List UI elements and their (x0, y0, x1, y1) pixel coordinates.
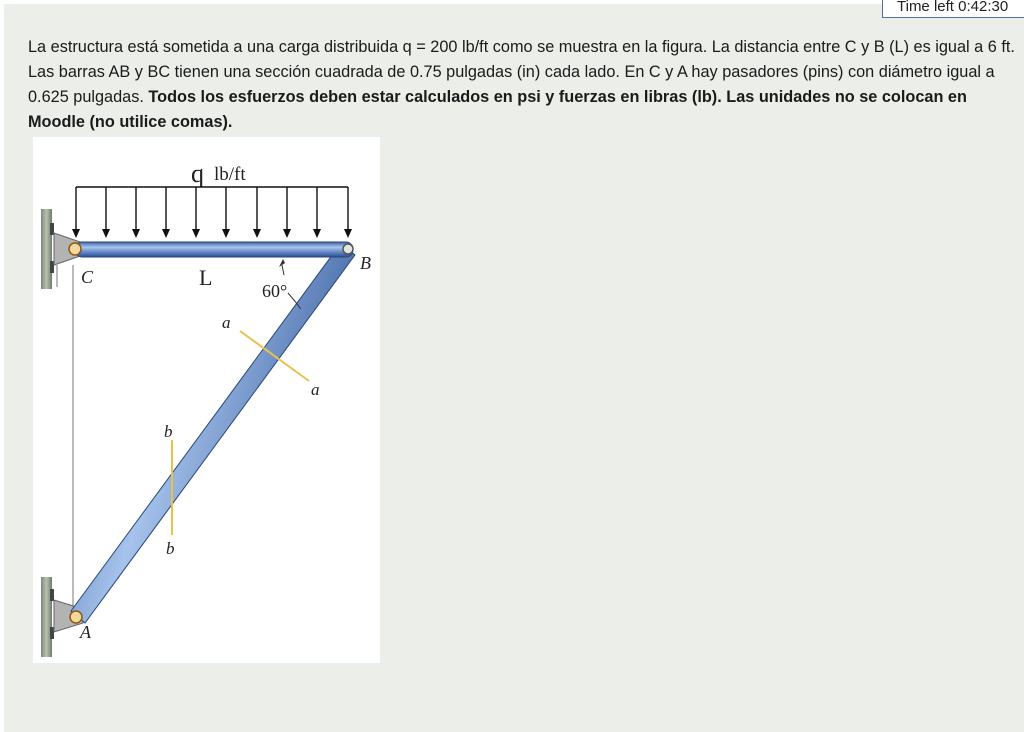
section-b-top-label: b (164, 422, 173, 441)
time-left-indicator: Time left 0:42:30 (882, 0, 1024, 18)
load-units: lb/ft (214, 164, 246, 185)
label-l: L (199, 265, 213, 290)
angle-label: 60° (262, 281, 288, 301)
structure-figure (33, 137, 380, 663)
structure-diagram (33, 137, 380, 663)
question-body: La estructura está sometida a una carga distribuida q = 200 lb/ft como se muestra en la figura. La distancia entre C y B (L) es igual a 6 ft. Las barras AB y BC tienen una sección cuadrada de 0.75 pulgadas (in) cada lado. En C y A hay pasadores (pins) con diámetro igual a 0.625 pulgadas. (28, 38, 1015, 106)
question-instructions: Todos los esfuerzos deben estar calculados en psi y fuerzas en libras (lb). Las unidades no se colocan en Moodle (no utilice comas). (28, 88, 967, 131)
section-a-top-label: a (222, 313, 231, 332)
label-a: A (80, 622, 91, 642)
bar-cb (75, 242, 353, 257)
question-text (28, 35, 1018, 135)
section-a-bottom-label: a (311, 380, 320, 399)
label-c: C (81, 267, 94, 287)
pin-b (343, 244, 353, 254)
label-b: B (360, 253, 371, 273)
pin-c (69, 243, 81, 255)
section-b-bottom-label: b (166, 539, 175, 558)
distributed-load-arrows (72, 187, 352, 238)
bar-ab (71, 243, 355, 623)
load-symbol: q (191, 159, 204, 188)
